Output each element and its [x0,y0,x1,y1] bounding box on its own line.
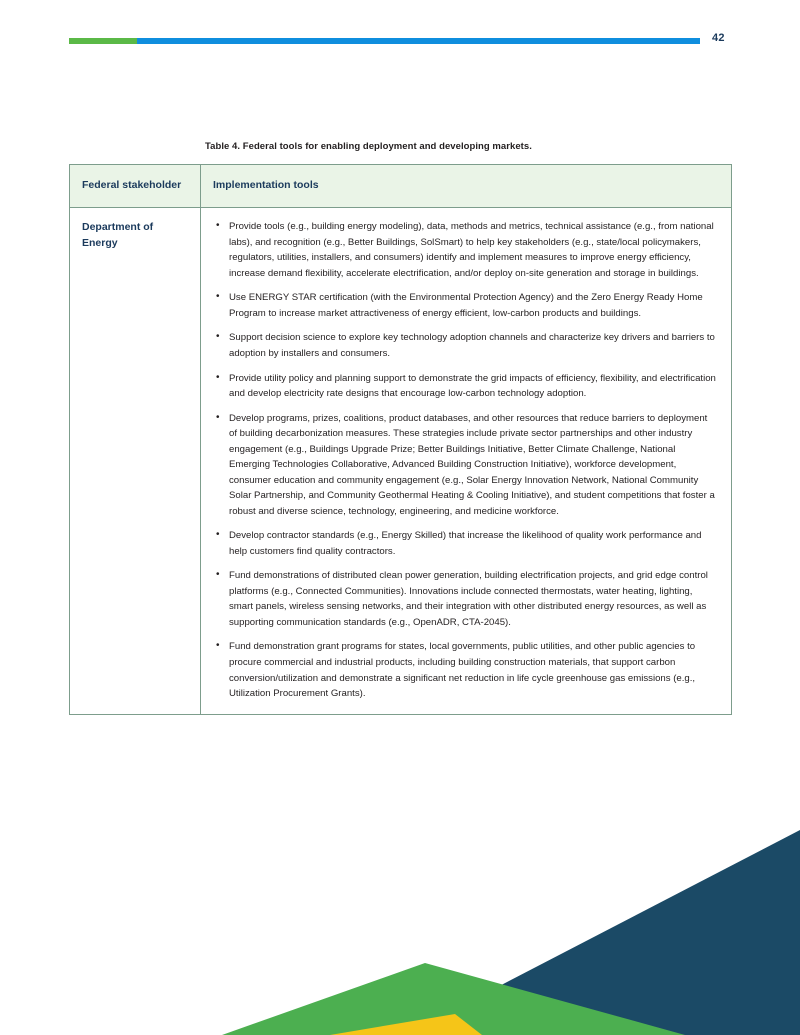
column-header-federal-stakeholder: Federal stakeholder [70,165,201,208]
table-row [70,208,732,714]
page-number: 42 [712,32,725,44]
list-item: • Use ENERGY STAR certification (with the Environmental Protection Agency) and the Zero Energy Ready Home Program to increase market attractiveness of energy efficient, low-carbon products and buildings. [215,290,717,321]
cell-stakeholder: Department of Energy [70,208,201,714]
federal-tools-table [69,164,732,715]
table-caption: Table 4. Federal tools for enabling deployment and developing markets. [205,141,532,152]
tool-list [215,219,717,701]
table-header-row [70,165,732,208]
table-container [69,164,731,715]
decoration-yellow-triangle [330,1014,482,1035]
header-rule-green-segment [69,38,137,44]
list-item: • Fund demonstration grant programs for states, local governments, public utilities, and other public agencies to procure commercial and industrial products, including building construction materials, that support carbon conversion/utilization and demonstrate a significant net reduction in life cycle greenhouse gas emissions (e.g., Utilization Procurement Grants). [215,639,717,701]
decoration-navy-triangle [405,830,800,1035]
list-item: • Develop contractor standards (e.g., Energy Skilled) that increase the likelihood of quality work performance and help customers find quality contractors. [215,528,717,559]
list-item: • Support decision science to explore key technology adoption channels and characterize key drivers and barriers to adoption by installers and consumers. [215,330,717,361]
list-item: • Develop programs, prizes, coalitions, product databases, and other resources that reduce barriers to deployment of building decarbonization measures. These strategies include private sector partnerships and other industry engagement (e.g., Buildings Upgrade Prize; Better Buildings Initiative, Better Climate Challenge, National Emerging Technologies Collaborative, Advanced Building Construction Initiative), workforce development, consumer education and community engagement (e.g., Solar Energy Innovation Network, National Community Solar Partnership, and Community Geothermal Heating & Cooling Initiative), and student competitions that foster a robust and diverse science, technology, engineering, and medicine workforce. [215,411,717,520]
header-rule [69,38,700,44]
list-item: • Fund demonstrations of distributed clean power generation, building electrification projects, and grid edge control platforms (e.g., Connected Communities). Innovations include connected thermostats, water heating, lighting, smart panels, wireless sensing networks, and their integration with other distributed energy resources, as well as supporting communication standards (e.g., OpenADR, CTA-2045). [215,568,717,630]
column-header-implementation-tools: Implementation tools [201,165,732,208]
header-rule-blue-segment [137,38,700,44]
list-item: • Provide tools (e.g., building energy modeling), data, methods and metrics, technical assistance (e.g., from national labs), and recognition (e.g., Better Buildings, SolSmart) to help key stakeholders (e.g., state/local policymakers, regulators, utilities, installers, and consumers) identify and implement measures to improve energy efficiency, increase demand flexibility, accelerate electrification, and/or deploy on-site generation and storage in buildings. [215,219,717,281]
cell-implementation-tools [201,208,732,714]
list-item: • Provide utility policy and planning support to demonstrate the grid impacts of efficiency, flexibility, and electrification and develop electricity rate designs that encourage low-carbon technology adoption. [215,371,717,402]
decoration-green-triangle [222,963,685,1035]
